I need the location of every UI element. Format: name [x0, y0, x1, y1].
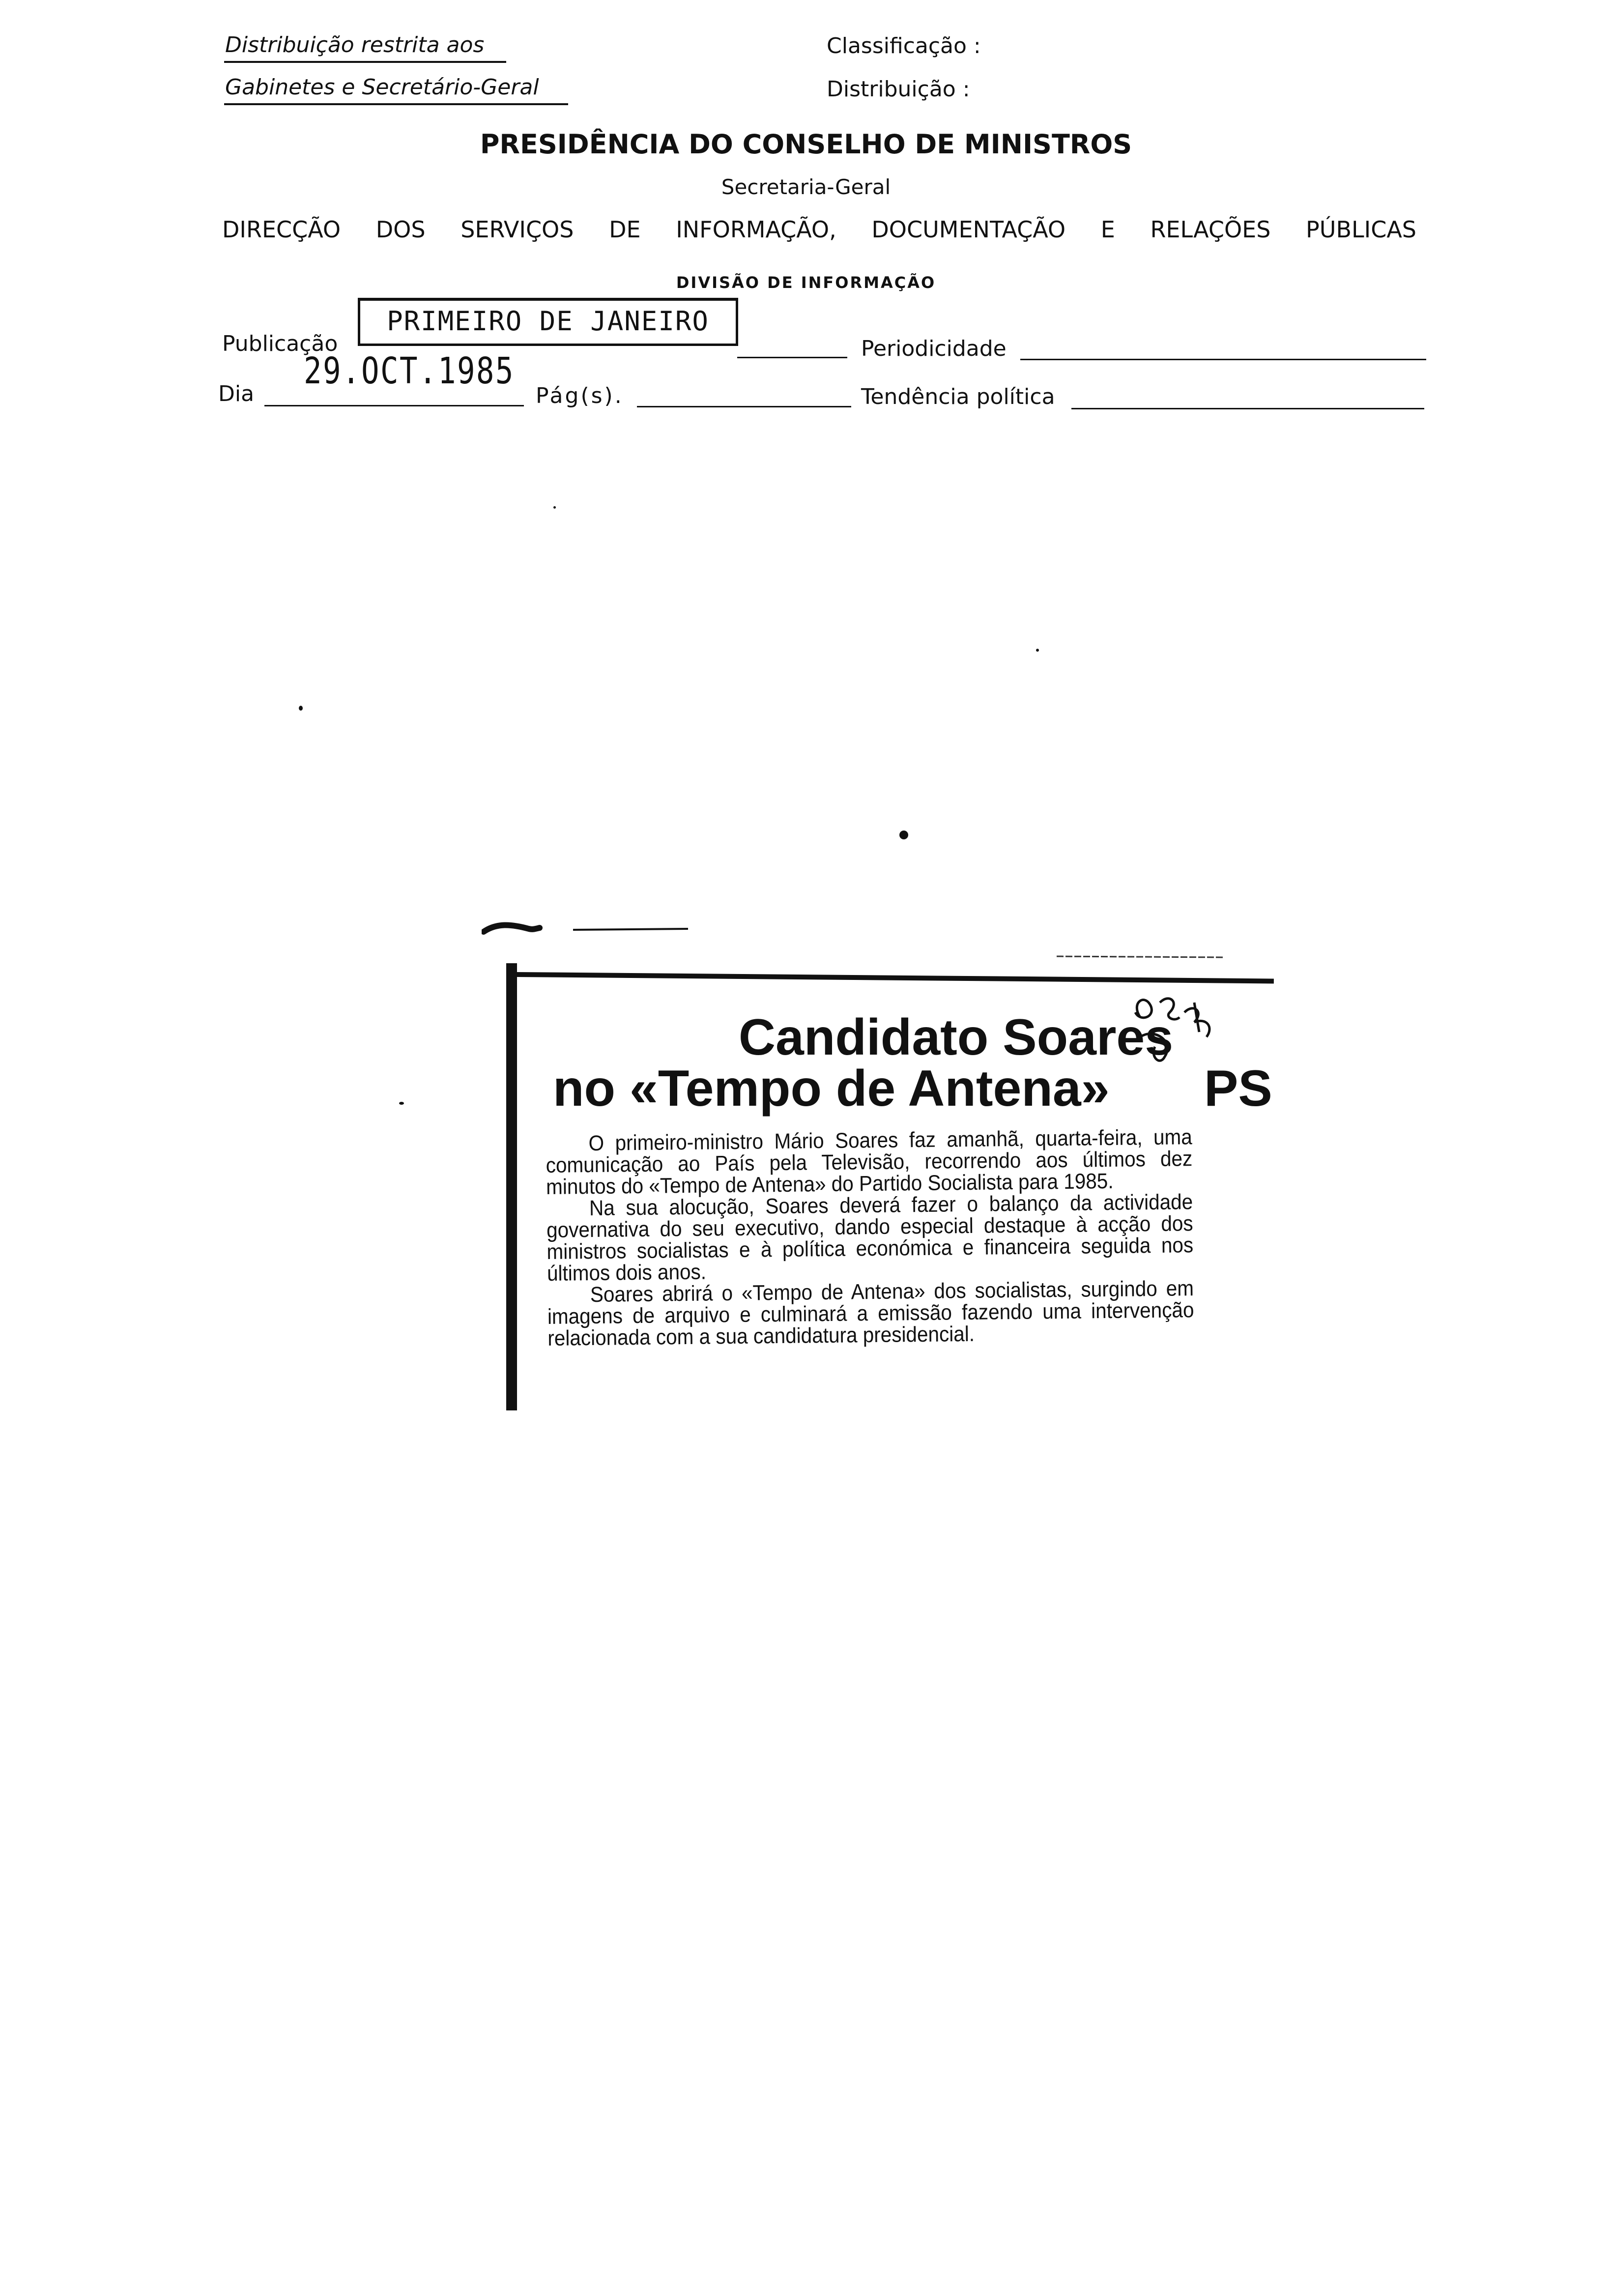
- newspaper-clipping: [506, 963, 1272, 1415]
- restricted-distribution-line1: Distribuição restrita aos: [225, 32, 485, 57]
- document-subtitle: Secretaria-Geral: [721, 175, 891, 199]
- clipping-headline-line2: no «Tempo de Antena»: [553, 1060, 1110, 1117]
- classification-label: Classificação :: [827, 33, 981, 58]
- pages-label: Pág(s).: [536, 383, 624, 408]
- restricted-distribution-line2: Gabinetes e Secretário-Geral: [225, 75, 539, 100]
- scan-speck: [899, 831, 908, 839]
- clipping-body: [546, 1126, 1194, 1349]
- handwritten-annotation-icon: [1121, 983, 1229, 1071]
- scan-speck: [399, 1102, 404, 1105]
- handwritten-party-mark: PS: [1204, 1060, 1272, 1117]
- clipping-border-top: [517, 972, 1274, 983]
- pen-stroke: [1057, 953, 1234, 960]
- scan-speck: [553, 506, 556, 509]
- clipping-paragraph: Na sua alocução, Soares deverá fazer o balanço da actividade governativa do seu executivo, dando especial destaque à acção dos ministros socialistas e à política económica e financeira seguida nos últimos dois anos.: [546, 1190, 1194, 1286]
- scan-speck: [299, 706, 303, 711]
- periodicity-label: Periodicidade: [861, 336, 1007, 361]
- underline: [224, 61, 506, 63]
- scan-speck: [1036, 649, 1039, 652]
- day-label: Dia: [218, 381, 255, 406]
- pen-stroke: [482, 914, 698, 944]
- pages-line: [637, 406, 851, 407]
- clipping-paragraph: O primeiro-ministro Mário Soares faz amanhã, quarta-feira, uma comunicação ao País pela Televisão, recorrendo aos últimos dez minutos do «Tempo de Antena» do Partido Socialista para 1985.: [546, 1125, 1193, 1199]
- day-line: [264, 405, 524, 406]
- publication-label: Publicação: [222, 331, 338, 356]
- department-name: DIRECÇÃO DOS SERVIÇOS DE INFORMAÇÃO, DOCUMENTAÇÃO E RELAÇÕES PÚBLICAS: [222, 216, 1416, 243]
- tendency-label: Tendência política: [861, 384, 1055, 409]
- clipping-headline-line1: Candidato Soares: [738, 1009, 1174, 1066]
- underline: [224, 103, 568, 105]
- tendency-line: [1071, 408, 1424, 409]
- distribution-label: Distribuição :: [827, 77, 970, 102]
- document-title: PRESIDÊNCIA DO CONSELHO DE MINISTROS: [480, 129, 1132, 160]
- division-name: DIVISÃO DE INFORMAÇÃO: [676, 273, 936, 292]
- clipping-border-left: [506, 963, 517, 1410]
- publication-stamp: PRIMEIRO DE JANEIRO: [358, 298, 738, 346]
- periodicity-line: [1020, 359, 1426, 360]
- clipping-paragraph: Soares abrirá o «Tempo de Antena» dos socialistas, surgindo em imagens de arquivo e culminará a emissão fazendo uma intervenção relacionada com a sua candidatura presidencial.: [547, 1276, 1194, 1350]
- day-stamp: 29.OCT.1985: [304, 350, 515, 392]
- publication-line: [737, 357, 847, 358]
